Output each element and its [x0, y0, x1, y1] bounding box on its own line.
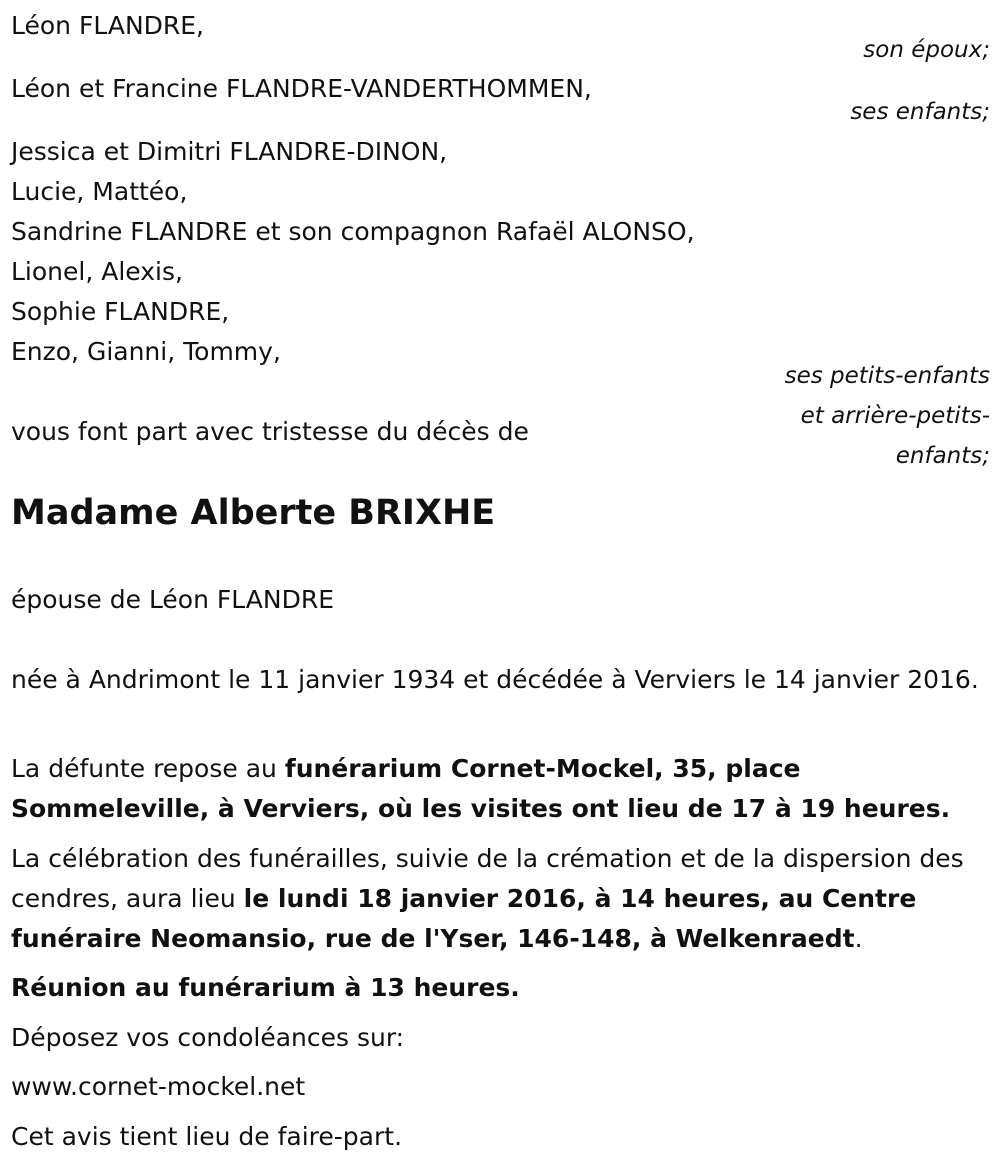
condolences-label: Déposez vos condoléances sur:	[11, 1023, 405, 1052]
meeting-info: Réunion au funérarium à 13 heures.	[11, 973, 520, 1002]
ceremony-prefix: La célébration des funérailles, suivie de la crémation et de la dispersion des cendres, aura lieu	[11, 844, 964, 913]
grandchildren-role-line: enfants;	[895, 443, 990, 469]
grandchildren-role-line: ses petits-enfants	[784, 363, 990, 389]
grandchildren-role-line: et arrière-petits-	[800, 403, 990, 429]
deceased-name: Madame Alberte BRIXHE	[11, 493, 496, 533]
spouse-name: Léon FLANDRE,	[11, 11, 205, 40]
ceremony-info	[11, 839, 981, 959]
grandchild-line: Enzo, Gianni, Tommy,	[11, 337, 281, 366]
rest-location	[11, 749, 981, 829]
spouse-of: épouse de Léon FLANDRE	[11, 585, 334, 614]
rest-prefix: La défunte repose au	[11, 754, 285, 783]
grandchild-line: Jessica et Dimitri FLANDRE-DINON,	[11, 137, 448, 166]
spouse-role: son époux;	[863, 37, 990, 63]
closing-note: Cet avis tient lieu de faire-part.	[11, 1122, 403, 1151]
grandchild-line: Lionel, Alexis,	[11, 257, 183, 286]
grandchild-line: Sandrine FLANDRE et son compagnon Rafaël ALONSO,	[11, 217, 695, 246]
birth-death-dates: née à Andrimont le 11 janvier 1934 et décédée à Verviers le 14 janvier 2016.	[11, 665, 979, 694]
website-link[interactable]: www.cornet-mockel.net	[11, 1072, 306, 1101]
ceremony-details: le lundi 18 janvier 2016, à 14 heures, au Centre funéraire Neomansio, rue de l'Yser, 146-148, à Welkenraedt	[11, 884, 917, 953]
intro-text: vous font part avec tristesse du décès de	[11, 417, 529, 446]
children-role: ses enfants;	[850, 99, 990, 125]
rest-details: funérarium Cornet-Mockel, 35, place Sommeleville, à Verviers, où les visites ont lieu de 17 à 19 heures.	[11, 754, 951, 823]
children-name: Léon et Francine FLANDRE-VANDERTHOMMEN,	[11, 74, 592, 103]
grandchild-line: Sophie FLANDRE,	[11, 297, 230, 326]
ceremony-suffix: .	[854, 924, 863, 953]
grandchild-line: Lucie, Mattéo,	[11, 177, 188, 206]
